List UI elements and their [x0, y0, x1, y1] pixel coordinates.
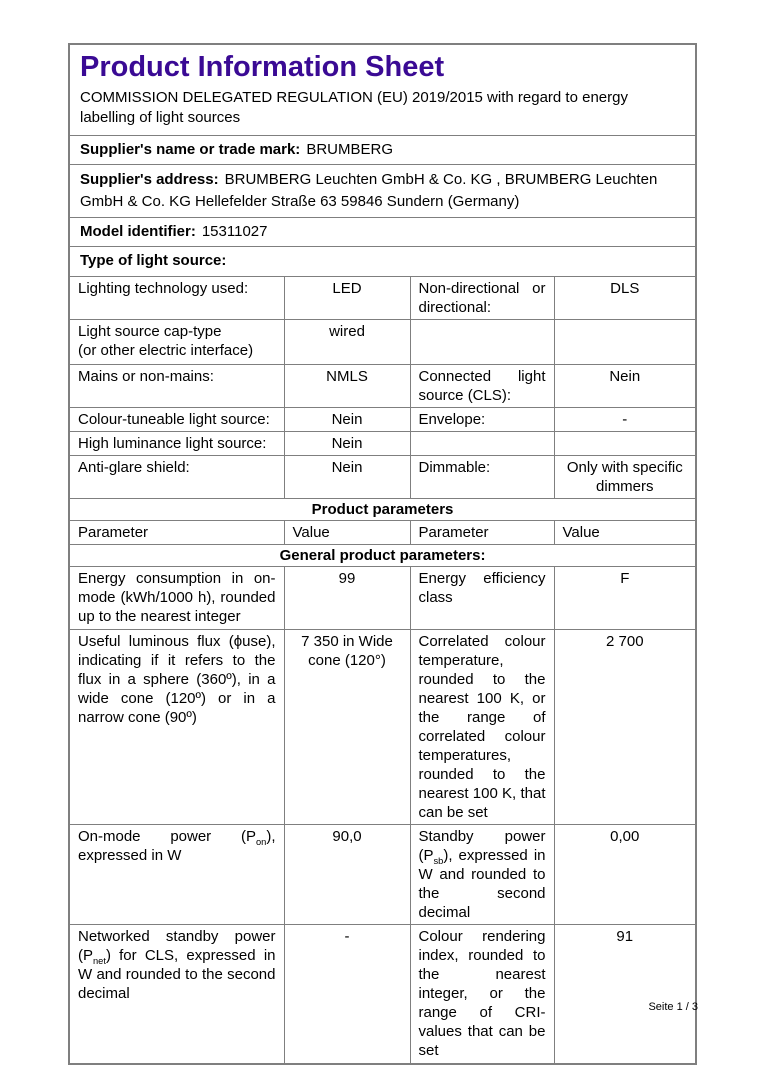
column-header-cell: Value: [554, 521, 696, 545]
param-label-cell: Connected light source (CLS):: [410, 364, 554, 407]
param-value-cell: Nein: [554, 364, 696, 407]
title-block: [69, 44, 696, 136]
param-value-cell: 90,0: [284, 824, 410, 924]
param-label-cell: Dimmable:: [410, 456, 554, 499]
supplier-name-label: Supplier's name or trade mark:: [80, 141, 301, 159]
supplier-address-value: BRUMBERG Leuchten GmbH & Co. KG , BRUMBERG Leuchten GmbH & Co. KG Hellefelder Straße 63 59846 Sundern (Germany): [80, 171, 658, 211]
param-label-cell: Anti-glare shield:: [69, 456, 284, 499]
model-identifier-row: [69, 217, 696, 246]
param-value-cell: -: [554, 408, 696, 432]
param-label-cell: On-mode power $(P_{on})$, expressed in W: [69, 824, 284, 924]
param-label-cell: Energy efficiency class: [410, 567, 554, 629]
supplier-name-value: BRUMBERG: [306, 141, 393, 159]
table-row: [69, 432, 696, 456]
supplier-name-row: [69, 136, 696, 165]
table-row: [69, 456, 696, 499]
regulation-subtitle: COMMISSION DELEGATED REGULATION (EU) 2019/2015 with regard to energy labelling of light sources: [80, 89, 628, 126]
section-title-general-product-parameters: General product parameters:: [69, 545, 696, 567]
param-value-cell: DLS: [554, 276, 696, 319]
table-row: [69, 824, 696, 924]
column-header-cell: Value: [284, 521, 410, 545]
table-row: [69, 925, 696, 1064]
page-title: Product Information Sheet: [80, 51, 445, 83]
param-value-cell: 99: [284, 567, 410, 629]
column-header-row: [69, 521, 696, 545]
param-label-cell: Colour rendering index, rounded to the nearest integer, or the range of CRI-values that can be set: [410, 925, 554, 1064]
supplier-address-row: [69, 165, 696, 218]
param-value-cell: 91: [554, 925, 696, 1064]
document-page: [68, 43, 695, 1065]
param-value-cell: F: [554, 567, 696, 629]
param-label-cell: Correlated colour temperature, rounded to the nearest 100 K, or the range of correlated colour temperatures, rounded to the nearest 100 K, that can be set: [410, 629, 554, 824]
param-value-cell: LED: [284, 276, 410, 319]
param-value-cell: 2 700: [554, 629, 696, 824]
table-row: [69, 408, 696, 432]
param-label-cell: Standby power $(P_{sb})$, expressed in W and rounded to the second decimal: [410, 824, 554, 924]
param-value-cell: Nein: [284, 456, 410, 499]
table-row: [69, 276, 696, 319]
param-value-cell: Nein: [284, 432, 410, 456]
table-row: [69, 629, 696, 824]
param-label-cell: [410, 319, 554, 364]
param-label-cell: Envelope:: [410, 408, 554, 432]
param-label-cell: Light source cap-type (or other electric interface): [69, 319, 284, 364]
column-header-cell: Parameter: [69, 521, 284, 545]
param-value-cell: [554, 319, 696, 364]
param-label-cell: [410, 432, 554, 456]
param-label-cell: Energy consumption in on-mode (kWh/1000 h), rounded up to the nearest integer: [69, 567, 284, 629]
param-value-cell: wired: [284, 319, 410, 364]
param-value-cell: NMLS: [284, 364, 410, 407]
param-label-cell: Non-directional or directional:: [410, 276, 554, 319]
param-label-cell: Mains or non-mains:: [69, 364, 284, 407]
section-title-product-parameters: Product parameters: [69, 499, 696, 521]
param-value-cell: [554, 432, 696, 456]
table-row: [69, 364, 696, 407]
param-label-cell: Networked standby power $(P_{net})$ for CLS, expressed in W and rounded to the second decimal: [69, 925, 284, 1064]
supplier-address-label: Supplier's address:: [80, 171, 219, 189]
param-label-cell: Lighting technology used:: [69, 276, 284, 319]
param-value-cell: Only with specific dimmers: [554, 456, 696, 499]
page-number: Seite 1 / 3: [648, 1001, 698, 1013]
column-header-cell: Parameter: [410, 521, 554, 545]
param-value-cell: 7 350 in Wide cone (120°): [284, 629, 410, 824]
param-value-cell: Nein: [284, 408, 410, 432]
type-of-light-source-header: Type of light source:: [69, 246, 696, 276]
param-value-cell: -: [284, 925, 410, 1064]
model-identifier-label: Model identifier:: [80, 222, 196, 240]
table-row: [69, 567, 696, 629]
param-label-cell: High luminance light source:: [69, 432, 284, 456]
param-value-cell: 0,00: [554, 824, 696, 924]
product-info-sheet-table: [68, 43, 697, 1065]
table-row: [69, 319, 696, 364]
param-label-cell: Useful luminous flux (ϕuse), indicating if it refers to the flux in a sphere (360º), in a wide cone (120º) or in a narrow cone (90º): [69, 629, 284, 824]
param-label-cell: Colour-tuneable light source:: [69, 408, 284, 432]
model-identifier-value: 15311027: [201, 222, 268, 240]
